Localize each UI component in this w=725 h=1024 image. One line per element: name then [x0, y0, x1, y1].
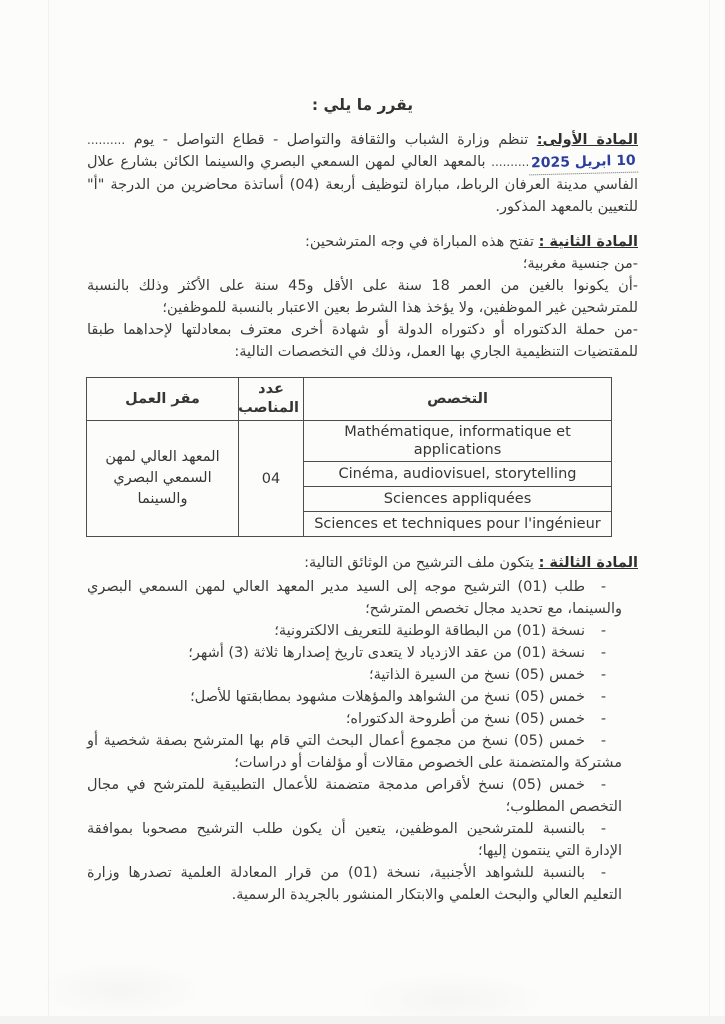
list-item [87, 664, 622, 686]
document-request: طلب (01) الترشيح موجه إلى السيد مدير المعهد العالي لمهن السمعي البصري والسينما، مع تحديد مجال تخصص المترشح؛ [87, 579, 622, 617]
scan-edge-right [709, 0, 710, 1024]
bullet-dash: - [600, 711, 607, 727]
article-2-heading: المادة الثانية : [538, 234, 638, 250]
document-birth-certificate: نسخة (01) من عقد الازدياد لا يتعدى تاريخ إصدارها ثلاثة (3) أشهر؛ [188, 645, 585, 661]
list-item [87, 686, 622, 708]
article-3-intro: يتكون ملف الترشيح من الوثائق التالية: [304, 555, 534, 571]
header-workplace: مقر العمل [87, 378, 239, 421]
document-content [87, 94, 638, 906]
list-item [87, 818, 622, 862]
specialty-sciences-techniques: Sciences et techniques pour l'ingénieur [304, 512, 612, 537]
article-3-heading: المادة الثالثة : [538, 555, 638, 571]
header-positions-count: عدد المناصب [239, 378, 304, 421]
bullet-dash: - [600, 777, 607, 793]
dotted-blank-right: .......... [87, 133, 126, 147]
bullet-dash: - [600, 623, 607, 639]
document-cv: خمس (05) نسخ من السيرة الذاتية؛ [368, 667, 585, 683]
specialties-table [86, 377, 612, 537]
specialty-sciences-appliquees: Sciences appliquées [304, 487, 612, 512]
table-row [87, 421, 612, 462]
list-item [87, 730, 622, 774]
bullet-dash: - [600, 733, 607, 749]
article-2-intro: تفتح هذه المباراة في وجه المترشحين: [304, 234, 534, 250]
application-documents-list [87, 576, 638, 906]
header-specialty: التخصص [304, 378, 612, 421]
positions-count-value: 04 [239, 421, 304, 537]
document-diplomas: خمس (05) نسخ من الشواهد والمؤهلات مشهود بمطابقتها للأصل؛ [190, 689, 585, 705]
list-item [87, 576, 622, 620]
document-employer-approval: بالنسبة للمترشحين الموظفين، يتعين أن يكون طلب الترشيح مصحوبا بموافقة الإدارة التي ينتمون إليها؛ [87, 821, 622, 859]
handwritten-date: 10 ابريل 2025 [529, 150, 638, 176]
specialty-math-informatique: Mathématique, informatique et applications [304, 421, 612, 462]
article-3-heading-line [87, 552, 638, 574]
dotted-blank-left: .......... [491, 155, 530, 169]
bullet-dash: - [600, 689, 607, 705]
scan-edge-left [48, 0, 49, 1024]
article-1-paragraph [87, 129, 638, 218]
article-1-text-before-date: تنظم وزارة الشباب والثقافة والتواصل - قطاع التواصل - يوم [133, 132, 529, 148]
scan-edge-bottom [0, 1016, 725, 1024]
list-item [87, 708, 622, 730]
article-1-text-after-date: بالمعهد العالي لمهن السمعي البصري والسينما الكائن بشارع علال الفاسي مدينة العرفان الرباط، مباراة لتوظيف أربعة (04) أساتذة محاضرين من الدرجة "أ" للتعيين بالمعهد المذكور. [87, 154, 638, 215]
bullet-dash: - [600, 645, 607, 661]
document-thesis: خمس (05) نسخ من أطروحة الدكتوراه؛ [345, 711, 585, 727]
article-2-heading-line [87, 231, 638, 253]
list-item [87, 862, 622, 906]
list-item [87, 642, 622, 664]
document-research-works: خمس (05) نسخ من مجموع أعمال البحث التي قام بها المترشح بصفة شخصية أو مشتركة والمتضمنة على الخصوص مقالات أو مؤلفات أو دراسات؛ [87, 733, 622, 771]
condition-age: -أن يكونوا بالغين من العمر 18 سنة على الأقل و45 سنة على الأكثر وذلك بالنسبة للمترشحين غير الموظفين، ولا يؤخذ هذا الشرط بعين الاعتبار بالنسبة للموظفين؛ [87, 278, 638, 316]
workplace-value: المعهد العالي لمهن السمعي البصري والسينما [87, 421, 239, 537]
condition-nationality: -من جنسية مغربية؛ [522, 256, 638, 272]
specialty-cinema-audiovisuel: Cinéma, audiovisuel, storytelling [304, 462, 612, 487]
document-foreign-diploma-equivalence: بالنسبة للشواهد الأجنبية، نسخة (01) من قرار المعادلة العلمية تصدرها وزارة التعليم العالي والبحث العلمي والابتكار المنشور بالجريدة الرسمية. [87, 865, 622, 903]
decree-title: يقرر ما يلي : [311, 96, 414, 114]
document-id-card: نسخة (01) من البطاقة الوطنية للتعريف الالكترونية؛ [274, 623, 585, 639]
document-cds: خمس (05) نسخ لأقراص مدمجة متضمنة للأعمال التطبيقية للمترشح في مجال التخصص المطلوب؛ [87, 777, 622, 815]
list-item [87, 620, 622, 642]
table-header-row [87, 378, 612, 421]
article-1-heading: المادة الأولى: [536, 132, 639, 148]
condition-degree: -من حملة الدكتوراه أو دكتوراه الدولة أو شهادة أخرى معترف بمعادلتها لإحداهما طبقا للمقتضيات التنظيمية الجاري بها العمل، وذلك في التخصصات التالية: [87, 322, 638, 360]
list-item [87, 774, 622, 818]
bullet-dash: - [600, 579, 607, 595]
bullet-dash: - [600, 865, 607, 881]
bullet-dash: - [600, 667, 607, 683]
bullet-dash: - [600, 821, 607, 837]
